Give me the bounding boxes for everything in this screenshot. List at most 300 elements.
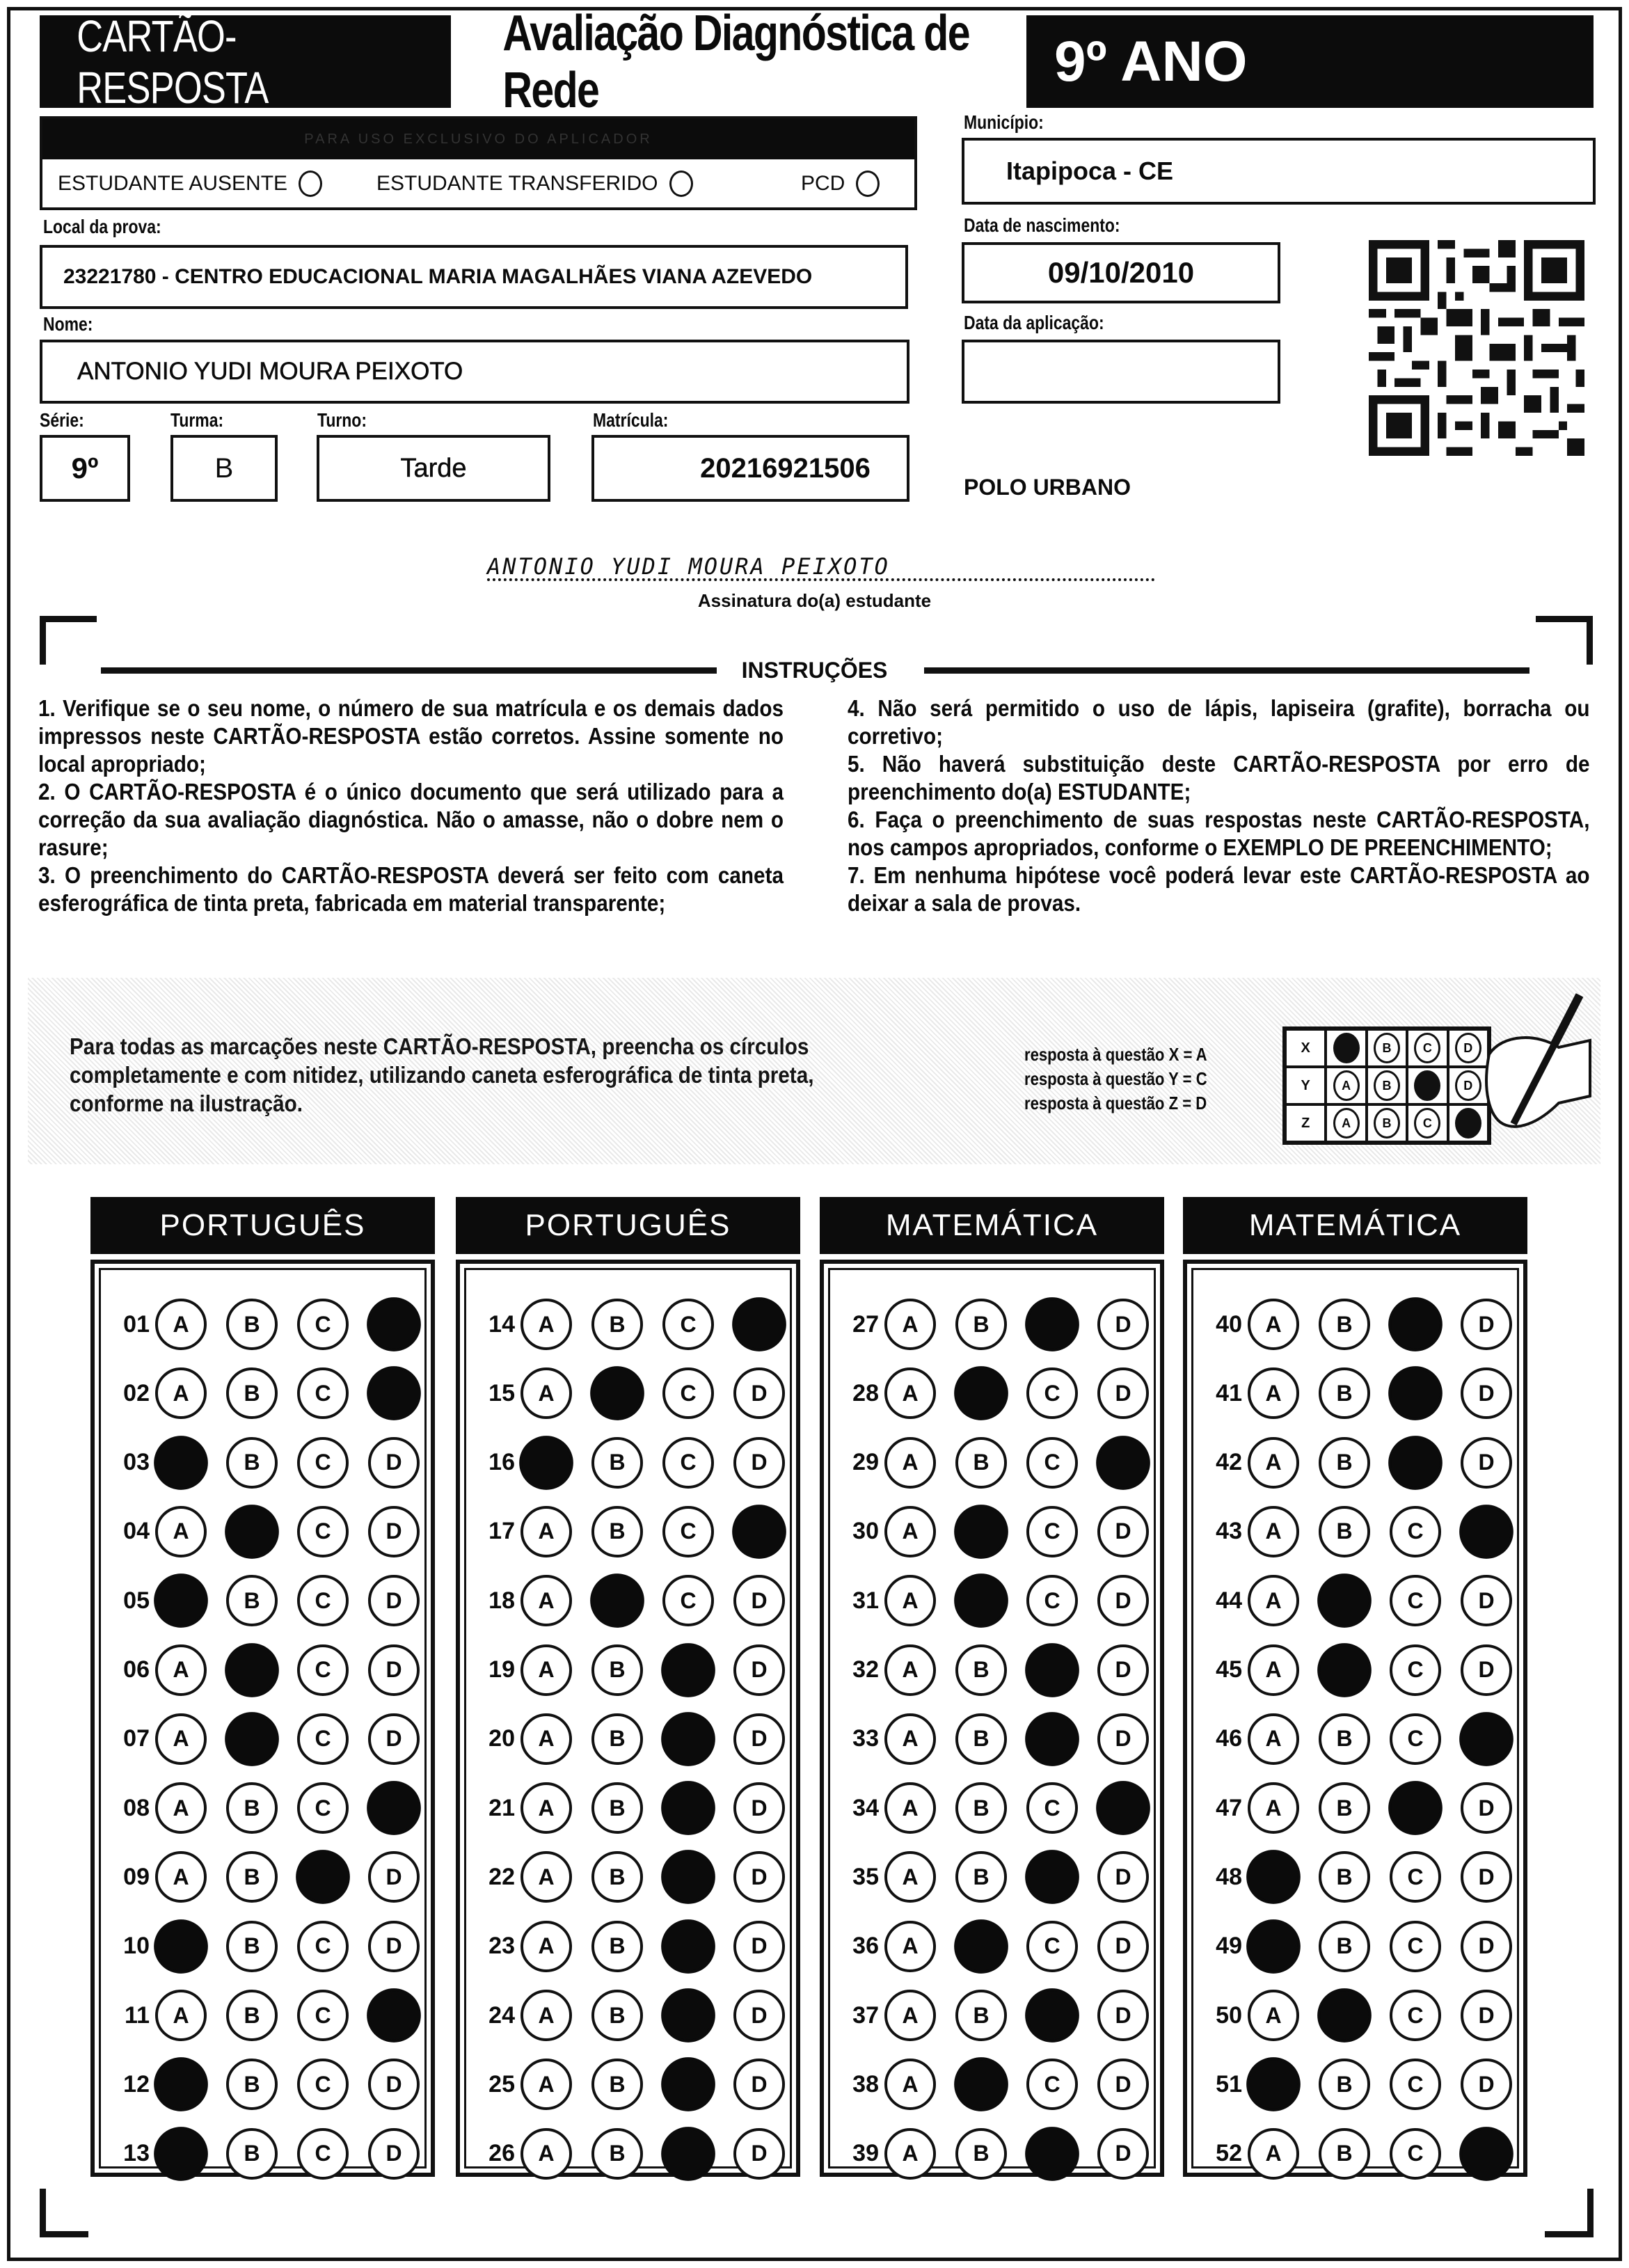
example-bubble: D xyxy=(1455,1033,1481,1063)
answer-bubble-b[interactable]: B xyxy=(591,1782,643,1834)
answer-bubble-c-filled[interactable] xyxy=(1025,1297,1079,1351)
local-value: 23221780 - CENTRO EDUCACIONAL MARIA MAGALHÃES VIANA AZEVEDO xyxy=(63,265,813,288)
answer-bubble-d[interactable]: D xyxy=(733,1921,785,1972)
answer-bubble-b[interactable]: B xyxy=(1319,1437,1370,1489)
answer-bubble-c[interactable]: C xyxy=(662,1367,714,1419)
answer-bubble-b[interactable]: B xyxy=(226,1437,278,1489)
answer-bubble-b[interactable]: B xyxy=(1319,1506,1370,1557)
answer-bubble-d[interactable]: D xyxy=(1461,1367,1512,1419)
question-row xyxy=(1193,1919,1532,1974)
answer-bubble-d[interactable]: D xyxy=(1097,1506,1149,1557)
answer-bubble-c[interactable]: C xyxy=(1390,1990,1441,2041)
question-number: 07 xyxy=(123,1725,150,1752)
answer-bubble-c-filled[interactable] xyxy=(661,1712,715,1766)
answer-bubble-b[interactable]: B xyxy=(226,1299,278,1350)
answer-bubble-d[interactable]: D xyxy=(1461,1851,1512,1903)
instruction-7: 7. Em nenhuma hipótese você poderá levar este CARTÃO-RESPOSTA ao deixar a sala de provas. xyxy=(848,862,1590,916)
answer-bubble-d-filled[interactable] xyxy=(367,1988,421,2043)
answer-bubble-b[interactable]: B xyxy=(1319,2059,1370,2110)
answer-bubble-b[interactable]: B xyxy=(955,1851,1007,1903)
answer-bubble-a-filled[interactable] xyxy=(1246,1850,1301,1905)
answer-bubble-a[interactable]: A xyxy=(884,1437,936,1489)
answer-bubble-b[interactable]: B xyxy=(1319,1367,1370,1419)
answer-bubble-c-filled[interactable] xyxy=(661,2127,715,2181)
answer-bubble-b[interactable]: B xyxy=(226,2059,278,2110)
answer-bubble-c[interactable]: C xyxy=(1026,1367,1078,1419)
answer-bubble-c[interactable]: C xyxy=(1390,1506,1441,1557)
answer-bubble-d[interactable]: D xyxy=(1461,1990,1512,2041)
question-row xyxy=(1193,1365,1532,1421)
answer-bubble-a[interactable]: A xyxy=(884,1506,936,1557)
answer-bubble-a[interactable]: A xyxy=(521,1713,572,1765)
answer-bubble-d[interactable]: D xyxy=(368,1851,420,1903)
answer-bubble-a[interactable]: A xyxy=(521,1851,572,1903)
answer-bubble-a[interactable]: A xyxy=(884,1367,936,1419)
answer-bubble-a[interactable]: A xyxy=(1248,1299,1299,1350)
answer-bubble-b[interactable]: B xyxy=(226,1921,278,1972)
answer-bubble-d[interactable]: D xyxy=(1097,1575,1149,1626)
answer-bubble-d[interactable]: D xyxy=(733,1437,785,1489)
answer-bubble-b[interactable]: B xyxy=(955,1437,1007,1489)
answer-bubble-b-filled[interactable] xyxy=(590,1573,644,1628)
answer-bubble-d[interactable]: D xyxy=(368,1644,420,1696)
answer-bubble-d[interactable]: D xyxy=(368,2059,420,2110)
answer-bubble-c[interactable]: C xyxy=(297,1921,349,1972)
answer-bubble-d[interactable]: D xyxy=(733,1367,785,1419)
answer-bubble-c[interactable]: C xyxy=(1026,1921,1078,1972)
answer-bubble-a[interactable]: A xyxy=(521,1367,572,1419)
question-number: 27 xyxy=(852,1310,879,1338)
answer-bubble-d-filled[interactable] xyxy=(367,1781,421,1835)
answer-bubble-d[interactable]: D xyxy=(1097,2128,1149,2180)
answer-bubble-d[interactable]: D xyxy=(368,2128,420,2180)
question-row xyxy=(101,1849,439,1905)
municipio-value: Itapipoca - CE xyxy=(1006,157,1174,185)
question-number: 32 xyxy=(852,1656,879,1683)
answer-bubble-c-filled[interactable] xyxy=(1388,1366,1443,1420)
answer-bubble-d-filled[interactable] xyxy=(1096,1781,1150,1835)
answer-bubble-c[interactable]: C xyxy=(297,1299,349,1350)
answer-bubble-d[interactable]: D xyxy=(1461,1437,1512,1489)
answer-bubble-c[interactable]: C xyxy=(1390,1921,1441,1972)
question-number: 41 xyxy=(1216,1379,1242,1406)
answer-bubble-a[interactable]: A xyxy=(155,1713,207,1765)
answer-bubble-a-filled[interactable] xyxy=(1246,2057,1301,2111)
answer-bubble-d[interactable]: D xyxy=(368,1506,420,1557)
answer-bubble-a[interactable]: A xyxy=(155,1644,207,1696)
answer-bubble-c[interactable]: C xyxy=(297,1644,349,1696)
answer-bubble-b[interactable]: B xyxy=(591,1713,643,1765)
answer-bubble-d[interactable]: D xyxy=(368,1713,420,1765)
answer-bubble-b[interactable]: B xyxy=(591,1921,643,1972)
subject-header: PORTUGUÊS xyxy=(90,1197,435,1254)
answer-bubble-d[interactable]: D xyxy=(733,2059,785,2110)
question-row xyxy=(101,2056,439,2112)
answer-bubble-b-filled[interactable] xyxy=(1317,1643,1372,1697)
answer-bubble-a[interactable]: A xyxy=(155,1782,207,1834)
answer-bubble-c[interactable]: C xyxy=(1390,2128,1441,2180)
answer-bubble-c[interactable]: C xyxy=(1026,1437,1078,1489)
answer-bubble-a[interactable]: A xyxy=(1248,1990,1299,2041)
answer-bubble-b-filled[interactable] xyxy=(954,1366,1008,1420)
answer-bubble-d[interactable]: D xyxy=(733,1782,785,1834)
answer-bubble-d[interactable]: D xyxy=(733,1644,785,1696)
answer-bubble-d[interactable]: D xyxy=(1461,1299,1512,1350)
answer-bubble-a[interactable]: A xyxy=(155,1851,207,1903)
answer-bubble-a[interactable]: A xyxy=(521,1921,572,1972)
answer-bubble-c-filled[interactable] xyxy=(1025,1850,1079,1905)
answer-bubble-b-filled[interactable] xyxy=(225,1643,279,1697)
question-row xyxy=(466,1573,804,1628)
answer-bubble-d-filled[interactable] xyxy=(732,1505,786,1559)
answer-bubble-c[interactable]: C xyxy=(297,1713,349,1765)
answer-bubble-b-filled[interactable] xyxy=(225,1712,279,1766)
answer-bubble-a[interactable]: A xyxy=(1248,1367,1299,1419)
answer-bubble-d[interactable]: D xyxy=(1097,2059,1149,2110)
birthdate-field xyxy=(962,242,1280,303)
answer-bubble-b[interactable]: B xyxy=(591,1506,643,1557)
answer-bubble-d[interactable]: D xyxy=(1461,1921,1512,1972)
corner-bracket-bottom-left xyxy=(40,2189,88,2237)
answer-bubble-c[interactable]: C xyxy=(1390,2059,1441,2110)
answer-bubble-a[interactable]: A xyxy=(884,1644,936,1696)
instruction-5: 5. Não haverá substituição deste CARTÃO-RESPOSTA por erro de preenchimento do(a) ESTUDANTE; xyxy=(848,751,1590,804)
answer-bubble-b[interactable]: B xyxy=(1319,1299,1370,1350)
answer-bubble-b-filled[interactable] xyxy=(954,2057,1008,2111)
answer-bubble-b[interactable]: B xyxy=(591,1851,643,1903)
question-row xyxy=(101,1296,439,1352)
answer-bubble-c-filled[interactable] xyxy=(661,1988,715,2043)
option-absent-radio[interactable] xyxy=(299,171,322,197)
answer-bubble-a[interactable]: A xyxy=(155,1990,207,2041)
answer-bubble-c[interactable]: C xyxy=(662,1437,714,1489)
card-title-text: CARTÃO-RESPOSTA xyxy=(77,10,269,113)
answer-bubble-b-filled[interactable] xyxy=(590,1366,644,1420)
question-row xyxy=(830,1435,1168,1491)
question-number: 49 xyxy=(1216,1933,1242,1960)
question-number: 23 xyxy=(488,1933,515,1960)
answer-bubble-d-filled[interactable] xyxy=(1459,1712,1513,1766)
answer-bubble-b-filled[interactable] xyxy=(1317,1573,1372,1628)
answer-bubble-b[interactable]: B xyxy=(955,1990,1007,2041)
answer-bubble-b[interactable]: B xyxy=(226,1367,278,1419)
answer-bubble-b[interactable]: B xyxy=(955,1299,1007,1350)
answer-bubble-c-filled[interactable] xyxy=(661,1643,715,1697)
question-number: 24 xyxy=(488,2001,515,2029)
answer-bubble-a[interactable]: A xyxy=(521,2059,572,2110)
answer-bubble-a[interactable]: A xyxy=(884,1990,936,2041)
answer-bubble-c-filled[interactable] xyxy=(1388,1781,1443,1835)
answer-bubble-b[interactable]: B xyxy=(591,2059,643,2110)
answer-bubble-c-filled[interactable] xyxy=(296,1850,350,1905)
answer-bubble-d[interactable]: D xyxy=(1461,1782,1512,1834)
option-pcd-radio[interactable] xyxy=(856,171,880,197)
answer-bubble-c[interactable]: C xyxy=(662,1299,714,1350)
answer-bubble-d[interactable]: D xyxy=(368,1921,420,1972)
answer-bubble-a[interactable]: A xyxy=(155,1299,207,1350)
answer-bubble-d[interactable]: D xyxy=(1097,1921,1149,1972)
matricula-label: Matrícula: xyxy=(593,409,669,431)
answer-bubble-c[interactable]: C xyxy=(297,1990,349,2041)
nome-label: Nome: xyxy=(43,313,93,335)
answer-bubble-c-filled[interactable] xyxy=(1025,2127,1079,2181)
answer-bubble-c-filled[interactable] xyxy=(1025,1988,1079,2043)
answer-bubble-c[interactable]: C xyxy=(297,1575,349,1626)
answer-bubble-c-filled[interactable] xyxy=(661,1781,715,1835)
answer-bubble-d[interactable]: D xyxy=(1097,1713,1149,1765)
option-absent[interactable] xyxy=(58,171,322,197)
answer-bubble-d-filled[interactable] xyxy=(367,1366,421,1420)
answer-bubble-c[interactable]: C xyxy=(297,1782,349,1834)
answer-bubble-a[interactable]: A xyxy=(1248,1713,1299,1765)
municipio-field xyxy=(962,138,1596,205)
answer-bubble-a-filled[interactable] xyxy=(154,2127,208,2181)
answer-bubble-a[interactable]: A xyxy=(884,1299,936,1350)
answer-bubble-a[interactable]: A xyxy=(521,2128,572,2180)
question-row xyxy=(830,1988,1168,2043)
answer-bubble-c[interactable]: C xyxy=(1390,1713,1441,1765)
fill-example-grid xyxy=(1282,1026,1491,1145)
answer-bubble-b-filled[interactable] xyxy=(1317,1988,1372,2043)
legend-x: resposta à questão X = A xyxy=(1024,1044,1207,1065)
question-row xyxy=(466,1435,804,1491)
answer-bubble-a[interactable]: A xyxy=(884,1851,936,1903)
answer-bubble-a[interactable]: A xyxy=(1248,1506,1299,1557)
example-bubble: B xyxy=(1374,1108,1400,1139)
answer-bubble-a-filled[interactable] xyxy=(154,1919,208,1974)
answer-bubble-d[interactable]: D xyxy=(1097,1990,1149,2041)
answer-bubble-a-filled[interactable] xyxy=(154,2057,208,2111)
question-row xyxy=(1193,2056,1532,2112)
answer-bubble-c-filled[interactable] xyxy=(661,1919,715,1974)
subject-header: MATEMÁTICA xyxy=(820,1197,1164,1254)
local-field xyxy=(40,245,908,309)
answer-bubble-b[interactable]: B xyxy=(1319,1782,1370,1834)
question-row xyxy=(830,1296,1168,1352)
answer-bubble-b[interactable]: B xyxy=(591,1299,643,1350)
answer-bubble-b-filled[interactable] xyxy=(954,1505,1008,1559)
example-bubble: A xyxy=(1333,1108,1360,1139)
question-number: 01 xyxy=(123,1310,150,1338)
answer-bubble-b[interactable]: B xyxy=(1319,1851,1370,1903)
question-row xyxy=(101,1504,439,1560)
question-number: 45 xyxy=(1216,1656,1242,1683)
answer-bubble-d[interactable]: D xyxy=(1461,1575,1512,1626)
answer-bubble-c[interactable]: C xyxy=(1390,1575,1441,1626)
answer-bubble-b[interactable]: B xyxy=(226,1851,278,1903)
answer-bubble-a[interactable]: A xyxy=(884,1921,936,1972)
answer-bubble-b[interactable]: B xyxy=(226,1575,278,1626)
answer-bubble-b[interactable]: B xyxy=(591,2128,643,2180)
answer-bubble-c-filled[interactable] xyxy=(1388,1436,1443,1490)
answer-bubble-d[interactable]: D xyxy=(733,1851,785,1903)
answer-bubble-b[interactable]: B xyxy=(955,2128,1007,2180)
answer-bubble-c[interactable]: C xyxy=(662,1506,714,1557)
signature-line[interactable] xyxy=(487,553,1155,581)
question-number: 17 xyxy=(488,1518,515,1545)
answer-bubble-d[interactable]: D xyxy=(368,1575,420,1626)
answer-bubble-b[interactable]: B xyxy=(1319,1921,1370,1972)
question-number: 11 xyxy=(125,2001,150,2029)
polo-label: POLO URBANO xyxy=(964,475,1131,500)
answer-bubble-c-filled[interactable] xyxy=(1025,1643,1079,1697)
answer-bubble-b[interactable]: B xyxy=(955,1713,1007,1765)
question-number: 26 xyxy=(488,2140,515,2167)
answer-bubble-b[interactable]: B xyxy=(226,1990,278,2041)
applicator-bar: PARA USO EXCLUSIVO DO APLICADOR xyxy=(42,119,914,159)
exam-title xyxy=(451,6,1026,118)
answer-bubble-a[interactable]: A xyxy=(521,1506,572,1557)
question-row xyxy=(466,1642,804,1698)
answer-bubble-b[interactable]: B xyxy=(955,1782,1007,1834)
answer-grid xyxy=(99,1268,427,2168)
question-number: 25 xyxy=(488,2070,515,2097)
question-number: 06 xyxy=(123,1656,150,1683)
answer-bubble-c[interactable]: C xyxy=(662,1575,714,1626)
option-pcd[interactable] xyxy=(801,171,880,197)
answer-bubble-d-filled[interactable] xyxy=(367,1297,421,1351)
answer-bubble-b-filled[interactable] xyxy=(954,1919,1008,1974)
question-row xyxy=(101,1573,439,1628)
answer-bubble-a[interactable]: A xyxy=(1248,1782,1299,1834)
answer-bubble-a-filled[interactable] xyxy=(1246,1919,1301,1974)
answer-bubble-c[interactable]: C xyxy=(297,1437,349,1489)
question-number: 03 xyxy=(123,1449,150,1476)
answer-bubble-d[interactable]: D xyxy=(1461,2059,1512,2110)
answer-bubble-b[interactable]: B xyxy=(226,2128,278,2180)
answer-section xyxy=(456,1260,800,2177)
answer-bubble-d[interactable]: D xyxy=(1097,1367,1149,1419)
matricula-value: 20216921506 xyxy=(700,452,871,484)
answer-bubble-a[interactable]: A xyxy=(155,1506,207,1557)
answer-bubble-d[interactable]: D xyxy=(733,2128,785,2180)
answer-bubble-a[interactable]: A xyxy=(521,1575,572,1626)
option-transferred-radio[interactable] xyxy=(669,171,693,197)
grade-banner xyxy=(1026,15,1594,108)
answer-bubble-d[interactable]: D xyxy=(1097,1299,1149,1350)
answer-bubble-c[interactable]: C xyxy=(297,2059,349,2110)
question-number: 14 xyxy=(488,1310,515,1338)
question-number: 34 xyxy=(852,1794,879,1821)
answer-bubble-a[interactable]: A xyxy=(1248,2128,1299,2180)
answer-bubble-a[interactable]: A xyxy=(521,1782,572,1834)
example-bubble: D xyxy=(1455,1070,1481,1101)
answer-bubble-c[interactable]: C xyxy=(297,2128,349,2180)
answer-bubble-c[interactable]: C xyxy=(1026,2059,1078,2110)
answer-bubble-b[interactable]: B xyxy=(1319,1713,1370,1765)
question-row xyxy=(830,2056,1168,2112)
question-row xyxy=(101,1919,439,1974)
turno-label: Turno: xyxy=(317,409,367,431)
answer-bubble-b[interactable]: B xyxy=(591,1990,643,2041)
answer-section xyxy=(820,1260,1164,2177)
answer-bubble-a[interactable]: A xyxy=(884,1713,936,1765)
question-number: 31 xyxy=(852,1587,879,1614)
fill-example-legend xyxy=(1024,1042,1207,1116)
question-number: 08 xyxy=(123,1794,150,1821)
answer-bubble-c[interactable]: C xyxy=(297,1506,349,1557)
answer-bubble-b[interactable]: B xyxy=(955,1644,1007,1696)
option-transferred[interactable] xyxy=(376,171,693,197)
answer-bubble-d-filled[interactable] xyxy=(1096,1436,1150,1490)
answer-bubble-a[interactable]: A xyxy=(1248,1644,1299,1696)
question-number: 40 xyxy=(1216,1310,1242,1338)
answer-bubble-a[interactable]: A xyxy=(521,1299,572,1350)
answer-bubble-a-filled[interactable] xyxy=(519,1436,573,1490)
answer-bubble-c[interactable]: C xyxy=(297,1367,349,1419)
answer-bubble-c-filled[interactable] xyxy=(1025,1712,1079,1766)
answer-bubble-d[interactable]: D xyxy=(733,1575,785,1626)
answer-bubble-a[interactable]: A xyxy=(884,1575,936,1626)
answer-bubble-d[interactable]: D xyxy=(733,1990,785,2041)
question-number: 18 xyxy=(488,1587,515,1614)
answer-bubble-b[interactable]: B xyxy=(1319,2128,1370,2180)
answer-bubble-a[interactable]: A xyxy=(1248,1575,1299,1626)
answer-bubble-d-filled[interactable] xyxy=(1459,2127,1513,2181)
answer-bubble-b[interactable]: B xyxy=(226,1782,278,1834)
answer-bubble-c[interactable]: C xyxy=(1390,1851,1441,1903)
answer-bubble-b-filled[interactable] xyxy=(954,1573,1008,1628)
answer-bubble-a-filled[interactable] xyxy=(154,1436,208,1490)
answer-bubble-a[interactable]: A xyxy=(884,2128,936,2180)
answer-bubble-d-filled[interactable] xyxy=(732,1297,786,1351)
answer-bubble-d[interactable]: D xyxy=(368,1437,420,1489)
answer-bubble-c-filled[interactable] xyxy=(661,2057,715,2111)
answer-bubble-a[interactable]: A xyxy=(521,1644,572,1696)
answer-bubble-c-filled[interactable] xyxy=(1388,1297,1443,1351)
answer-bubble-a-filled[interactable] xyxy=(154,1573,208,1628)
answer-bubble-d[interactable]: D xyxy=(733,1713,785,1765)
answer-section xyxy=(90,1260,435,2177)
answer-bubble-c[interactable]: C xyxy=(1026,1782,1078,1834)
answer-bubble-a[interactable]: A xyxy=(884,1782,936,1834)
answer-bubble-c[interactable]: C xyxy=(1026,1575,1078,1626)
fill-example-band xyxy=(28,978,1600,1164)
corner-bracket-bottom-right xyxy=(1545,2189,1594,2237)
answer-bubble-c[interactable]: C xyxy=(1390,1644,1441,1696)
turma-field xyxy=(170,435,278,502)
instruction-1: 1. Verifique se o seu nome, o número de sua matrícula e os demais dados impressos neste CARTÃO-RESPOSTA estão corretos. Assine somente no local apropriado; xyxy=(38,695,784,777)
hand-with-pen-icon xyxy=(1461,992,1594,1145)
question-row xyxy=(1193,2126,1532,2182)
answer-bubble-d[interactable]: D xyxy=(1097,1851,1149,1903)
question-number: 51 xyxy=(1216,2070,1242,2097)
answer-bubble-b[interactable]: B xyxy=(591,1437,643,1489)
answer-bubble-a[interactable]: A xyxy=(155,1367,207,1419)
answer-bubble-b[interactable]: B xyxy=(591,1644,643,1696)
question-number: 21 xyxy=(488,1794,515,1821)
question-number: 16 xyxy=(488,1449,515,1476)
question-row xyxy=(466,1780,804,1836)
answer-bubble-d[interactable]: D xyxy=(1461,1644,1512,1696)
answer-bubble-d-filled[interactable] xyxy=(1459,1505,1513,1559)
answer-bubble-a[interactable]: A xyxy=(521,1990,572,2041)
answer-bubble-c[interactable]: C xyxy=(1026,1506,1078,1557)
example-row-y-label: Y xyxy=(1285,1067,1326,1104)
serie-label: Série: xyxy=(40,409,84,431)
question-row xyxy=(830,1642,1168,1698)
application-date-label: Data da aplicação: xyxy=(964,312,1104,333)
answer-bubble-c-filled[interactable] xyxy=(661,1850,715,1905)
exam-title-text: Avaliação Diagnóstica de Rede xyxy=(502,6,969,118)
answer-bubble-d[interactable]: D xyxy=(1097,1644,1149,1696)
answer-bubble-a[interactable]: A xyxy=(1248,1437,1299,1489)
applicator-options xyxy=(42,159,914,208)
answer-bubble-b-filled[interactable] xyxy=(225,1505,279,1559)
question-row xyxy=(830,1919,1168,1974)
question-row xyxy=(830,1849,1168,1905)
answer-bubble-a[interactable]: A xyxy=(884,2059,936,2110)
